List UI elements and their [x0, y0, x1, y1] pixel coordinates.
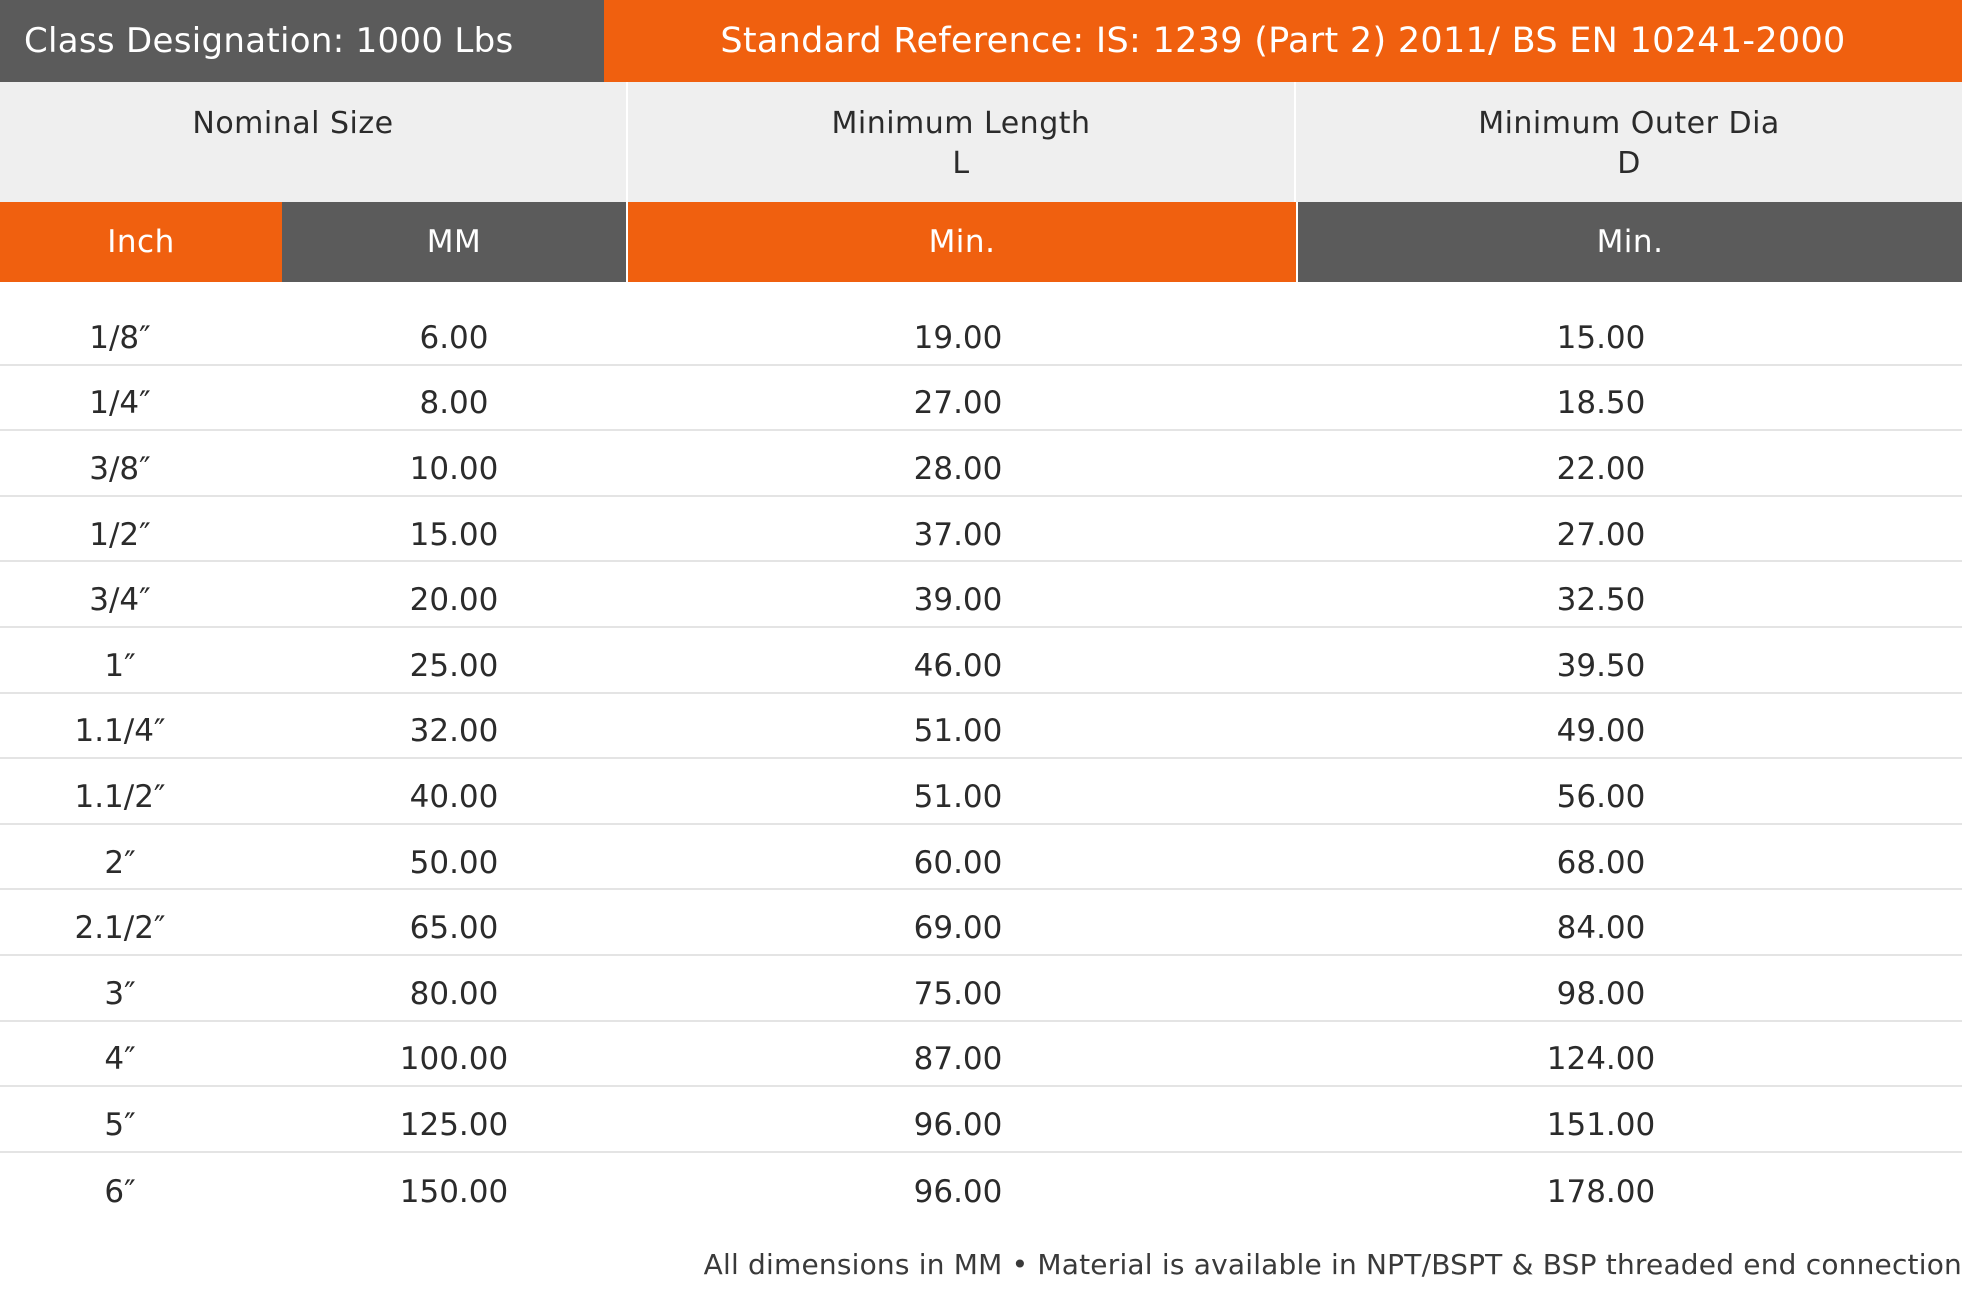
- mm-cell: 8.00: [419, 385, 489, 422]
- dia-min-column-header: Min.: [1296, 202, 1962, 282]
- length-cell: 96.00: [913, 1106, 1003, 1143]
- dia-cell: 151.00: [1546, 1106, 1656, 1143]
- dia-cell: 84.00: [1556, 910, 1646, 947]
- dia-cell: 49.00: [1556, 713, 1646, 750]
- table-row: [0, 890, 1962, 956]
- dia-cell: 15.00: [1556, 319, 1646, 356]
- table-row: [0, 431, 1962, 497]
- inch-cell: 1/4″: [89, 385, 151, 422]
- table-row: [0, 497, 1962, 563]
- min-length-label: Minimum Length: [831, 106, 1091, 141]
- dia-cell: 18.50: [1556, 385, 1646, 422]
- mm-cell: 125.00: [399, 1106, 509, 1143]
- length-min-column-header: Min.: [626, 202, 1296, 282]
- mm-cell: 40.00: [409, 778, 499, 815]
- inch-cell: 1″: [104, 647, 136, 684]
- dia-cell: 124.00: [1546, 1041, 1656, 1078]
- table-body: [0, 300, 1962, 1218]
- table-row: [0, 759, 1962, 825]
- dia-cell: 22.00: [1556, 450, 1646, 487]
- dia-cell: 98.00: [1556, 975, 1646, 1012]
- inch-cell: 4″: [104, 1041, 136, 1078]
- length-cell: 75.00: [913, 975, 1003, 1012]
- sub-header-row: [0, 202, 1962, 282]
- mm-cell: 150.00: [399, 1173, 509, 1210]
- mm-cell: 15.00: [409, 516, 499, 553]
- inch-cell: 1.1/2″: [74, 778, 166, 815]
- min-outer-dia-label: Minimum Outer Dia: [1478, 106, 1780, 141]
- inch-cell: 2″: [104, 844, 136, 881]
- length-cell: 69.00: [913, 910, 1003, 947]
- standard-reference: Standard Reference: IS: 1239 (Part 2) 2011/ BS EN 10241-2000: [604, 0, 1962, 82]
- nominal-size-header: [0, 82, 626, 202]
- class-designation: Class Designation: 1000 Lbs: [0, 0, 604, 82]
- dia-cell: 56.00: [1556, 778, 1646, 815]
- table-row: [0, 300, 1962, 366]
- dia-cell: 27.00: [1556, 516, 1646, 553]
- table-row: [0, 366, 1962, 432]
- table-row: [0, 562, 1962, 628]
- mm-cell: 25.00: [409, 647, 499, 684]
- mm-column-header: MM: [282, 202, 626, 282]
- table-row: [0, 628, 1962, 694]
- length-cell: 27.00: [913, 385, 1003, 422]
- min-length-header: [626, 82, 1294, 202]
- mm-cell: 32.00: [409, 713, 499, 750]
- table-row: [0, 694, 1962, 760]
- length-cell: 28.00: [913, 450, 1003, 487]
- mm-cell: 65.00: [409, 910, 499, 947]
- inch-cell: 5″: [104, 1106, 136, 1143]
- title-bar: [0, 0, 1962, 82]
- table-row: [0, 1087, 1962, 1153]
- nominal-size-label: Nominal Size: [192, 106, 394, 141]
- dia-cell: 32.50: [1556, 582, 1646, 619]
- inch-cell: 1.1/4″: [74, 713, 166, 750]
- length-cell: 37.00: [913, 516, 1003, 553]
- min-length-symbol: L: [952, 146, 970, 181]
- length-cell: 96.00: [913, 1173, 1003, 1210]
- dia-cell: 39.50: [1556, 647, 1646, 684]
- table-row: [0, 825, 1962, 891]
- min-outer-dia-header: [1294, 82, 1962, 202]
- length-cell: 46.00: [913, 647, 1003, 684]
- column-group-header: [0, 82, 1962, 202]
- table-row: [0, 1153, 1962, 1219]
- mm-cell: 80.00: [409, 975, 499, 1012]
- mm-cell: 100.00: [399, 1041, 509, 1078]
- inch-cell: 1/2″: [89, 516, 151, 553]
- table-row: [0, 1022, 1962, 1088]
- mm-cell: 10.00: [409, 450, 499, 487]
- length-cell: 19.00: [913, 319, 1003, 356]
- length-cell: 87.00: [913, 1041, 1003, 1078]
- dia-cell: 178.00: [1546, 1173, 1656, 1210]
- min-outer-dia-symbol: D: [1617, 146, 1641, 181]
- dia-cell: 68.00: [1556, 844, 1646, 881]
- mm-cell: 50.00: [409, 844, 499, 881]
- length-cell: 60.00: [913, 844, 1003, 881]
- inch-cell: 6″: [104, 1173, 136, 1210]
- length-cell: 51.00: [913, 778, 1003, 815]
- footnote: All dimensions in MM • Material is available in NPT/BSPT & BSP threaded end connection: [703, 1248, 1962, 1281]
- length-cell: 39.00: [913, 582, 1003, 619]
- inch-cell: 3/8″: [89, 450, 151, 487]
- mm-cell: 20.00: [409, 582, 499, 619]
- inch-column-header: Inch: [0, 202, 282, 282]
- length-cell: 51.00: [913, 713, 1003, 750]
- inch-cell: 3″: [104, 975, 136, 1012]
- inch-cell: 1/8″: [89, 319, 151, 356]
- mm-cell: 6.00: [419, 319, 489, 356]
- inch-cell: 3/4″: [89, 582, 151, 619]
- table-row: [0, 956, 1962, 1022]
- inch-cell: 2.1/2″: [74, 910, 166, 947]
